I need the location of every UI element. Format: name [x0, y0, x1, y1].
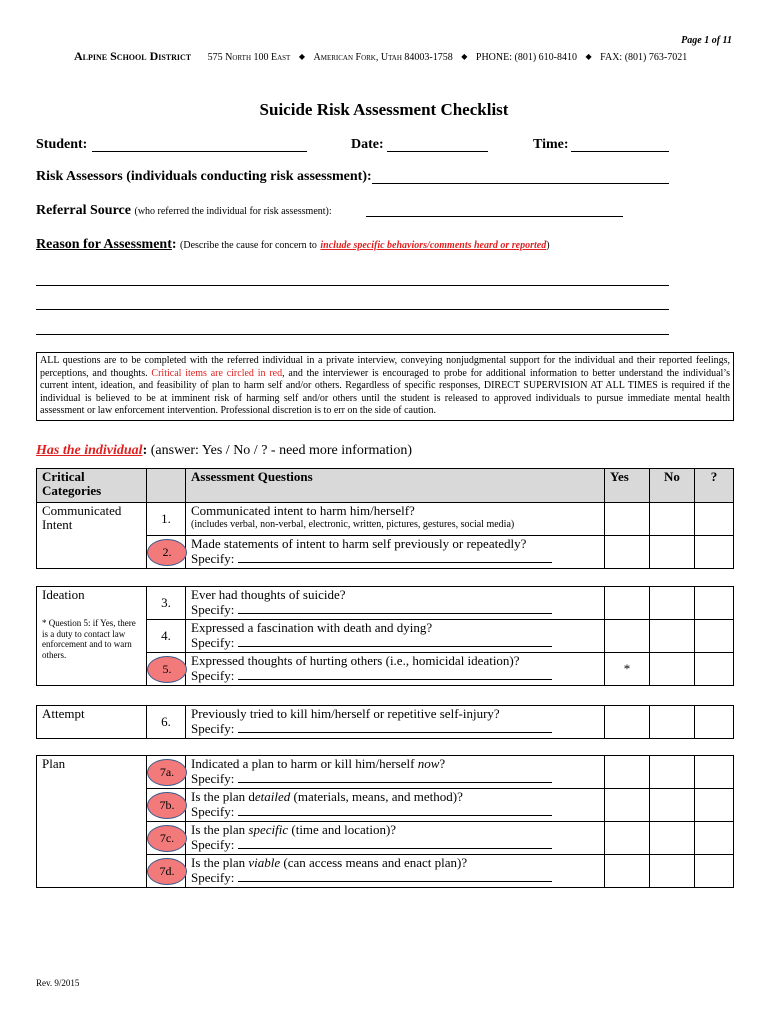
document-title: Suicide Risk Assessment Checklist: [259, 100, 509, 119]
diamond-separator-icon: ◆: [585, 52, 592, 61]
diamond-separator-icon: ◆: [298, 52, 305, 61]
yes-checkbox[interactable]: [605, 503, 650, 536]
risk-assessors-field[interactable]: [372, 183, 669, 184]
question-text: Is the plan specific (time and location)? Specify:: [186, 822, 605, 855]
category-communicated-intent: Communicated Intent: [37, 503, 147, 569]
reason-for-assessment-label: Reason for Assessment: (Describe the cause for concern to include specific behaviors/comments heard or reported): [36, 237, 550, 252]
unknown-checkbox[interactable]: [695, 587, 734, 620]
unknown-checkbox[interactable]: [695, 653, 734, 686]
no-checkbox[interactable]: [650, 706, 695, 739]
referral-source-label: Referral Source (who referred the individual for risk assessment):: [36, 203, 332, 218]
student-label: Student:: [36, 137, 88, 152]
question-text: Is the plan detailed (materials, means, and method)? Specify:: [186, 789, 605, 822]
reason-line-3[interactable]: [36, 334, 669, 335]
instructions-box: ALL questions are to be completed with the referred individual in a private interview, conveying nonjudgmental support for the individual and their reported feelings, perceptions, and thoughts. Critical items are circled in red, and the interviewer is encouraged to probe for additional information to better understand the individual’s current intent, ideation, and feasibility of plan to harm self and/or others. Regardless of specific responses, DIRECT SUPERVISION AT ALL TIMES is required if the individual is believed to be at imminent risk of harming self and/or others until the student is released to approved individuals to pursue immediate mental health assessment or law enforcement intervention. Professional discretion is to err on the side of caution.: [36, 352, 734, 421]
question-number: [147, 756, 186, 789]
yes-checkbox[interactable]: [605, 587, 650, 620]
header-no: No: [650, 469, 695, 503]
no-checkbox[interactable]: [650, 756, 695, 789]
question-text: Communicated intent to harm him/herself? (includes verbal, non-verbal, electronic, written, pictures, gestures, social media): [186, 503, 605, 536]
unknown-checkbox[interactable]: [695, 503, 734, 536]
question-text: Ever had thoughts of suicide? Specify:: [186, 587, 605, 620]
date-field[interactable]: [387, 151, 488, 152]
district-name: Alpine School District: [74, 49, 192, 63]
question-number: 6.: [147, 706, 186, 739]
category-plan: Plan: [37, 756, 147, 888]
header-critical-categories: Critical Categories: [37, 469, 147, 503]
specify-field[interactable]: [238, 837, 552, 849]
question-number: 1.: [147, 503, 186, 536]
no-checkbox[interactable]: [650, 587, 695, 620]
question-number: [147, 855, 186, 888]
yes-checkbox[interactable]: [605, 706, 650, 739]
specify-field[interactable]: [238, 771, 552, 783]
yes-checkbox[interactable]: *: [605, 653, 650, 686]
student-field[interactable]: [92, 151, 307, 152]
no-checkbox[interactable]: [650, 620, 695, 653]
unknown-checkbox[interactable]: [695, 855, 734, 888]
letterhead: [74, 49, 687, 64]
question-number: [147, 789, 186, 822]
specify-field[interactable]: [238, 635, 552, 647]
category-ideation: Ideation * Question 5: if Yes, there is a duty to contact law enforcement and to warn others.: [37, 587, 147, 686]
table-row: [37, 587, 734, 620]
specify-field[interactable]: [238, 721, 552, 733]
ideation-table: [36, 586, 734, 686]
unknown-checkbox[interactable]: [695, 822, 734, 855]
table-row: [37, 706, 734, 739]
yes-checkbox[interactable]: [605, 536, 650, 569]
table-row: [37, 503, 734, 536]
question-text: Made statements of intent to harm self previously or repeatedly? Specify:: [186, 536, 605, 569]
phone-number: PHONE: (801) 610-8410: [475, 52, 577, 63]
critical-item-circle: 7a.: [147, 759, 187, 786]
question-number: [147, 822, 186, 855]
yes-checkbox[interactable]: [605, 822, 650, 855]
yes-checkbox[interactable]: [605, 620, 650, 653]
diamond-separator-icon: ◆: [461, 52, 468, 61]
duty-to-warn-note: * Question 5: if Yes, there is a duty to contact law enforcement and to warn others.: [42, 618, 136, 660]
has-the-individual-heading: Has the individual: (answer: Yes / No / ? - need more information): [36, 443, 413, 458]
risk-assessors-label: Risk Assessors (individuals conducting risk assessment):: [36, 169, 372, 184]
critical-item-circle: 7d.: [147, 858, 187, 885]
critical-item-circle: 7c.: [147, 825, 187, 852]
page-number: Page 1 of 11: [681, 35, 732, 46]
question-number: 4.: [147, 620, 186, 653]
specify-field[interactable]: [238, 870, 552, 882]
question-text: Expressed a fascination with death and dying? Specify:: [186, 620, 605, 653]
reason-line-2[interactable]: [36, 309, 669, 310]
category-attempt: Attempt: [37, 706, 147, 739]
critical-item-circle: 5.: [147, 656, 187, 683]
critical-item-circle: 7b.: [147, 792, 187, 819]
time-field[interactable]: [571, 151, 669, 152]
no-checkbox[interactable]: [650, 789, 695, 822]
yes-checkbox[interactable]: [605, 756, 650, 789]
specify-field[interactable]: [238, 602, 552, 614]
header-unknown: ?: [695, 469, 734, 503]
attempt-table: [36, 705, 734, 739]
unknown-checkbox[interactable]: [695, 789, 734, 822]
revision-date: Rev. 9/2015: [36, 978, 80, 988]
city-address: American Fork, Utah 84003-1758: [313, 52, 453, 63]
question-number: [147, 536, 186, 569]
yes-checkbox[interactable]: [605, 789, 650, 822]
specify-field[interactable]: [238, 668, 552, 680]
question-text: Expressed thoughts of hurting others (i.e., homicidal ideation)? Specify:: [186, 653, 605, 686]
yes-checkbox[interactable]: [605, 855, 650, 888]
header-number: [147, 469, 186, 503]
unknown-checkbox[interactable]: [695, 536, 734, 569]
question-number: 3.: [147, 587, 186, 620]
unknown-checkbox[interactable]: [695, 756, 734, 789]
specify-field[interactable]: [238, 804, 552, 816]
street-address: 575 North 100 East: [207, 52, 291, 63]
question-text: Is the plan viable (can access means and enact plan)? Specify:: [186, 855, 605, 888]
critical-item-circle: 2.: [147, 539, 187, 566]
date-label: Date:: [351, 137, 384, 152]
reason-line-1[interactable]: [36, 285, 669, 286]
no-checkbox[interactable]: [650, 536, 695, 569]
question-text: Indicated a plan to harm or kill him/herself now? Specify:: [186, 756, 605, 789]
unknown-checkbox[interactable]: [695, 620, 734, 653]
header-yes: Yes: [605, 469, 650, 503]
no-checkbox[interactable]: [650, 653, 695, 686]
unknown-checkbox[interactable]: [695, 706, 734, 739]
table-header-row: [37, 469, 734, 503]
no-checkbox[interactable]: [650, 503, 695, 536]
no-checkbox[interactable]: [650, 822, 695, 855]
time-label: Time:: [533, 137, 569, 152]
question-number: [147, 653, 186, 686]
table-row: [37, 756, 734, 789]
referral-source-field[interactable]: [366, 216, 623, 217]
no-checkbox[interactable]: [650, 855, 695, 888]
plan-table: [36, 755, 734, 888]
header-assessment-questions: Assessment Questions: [186, 469, 605, 503]
fax-number: FAX: (801) 763-7021: [600, 52, 688, 63]
communicated-intent-table: [36, 468, 734, 569]
question-text: Previously tried to kill him/herself or repetitive self-injury? Specify:: [186, 706, 605, 739]
specify-field[interactable]: [238, 551, 552, 563]
